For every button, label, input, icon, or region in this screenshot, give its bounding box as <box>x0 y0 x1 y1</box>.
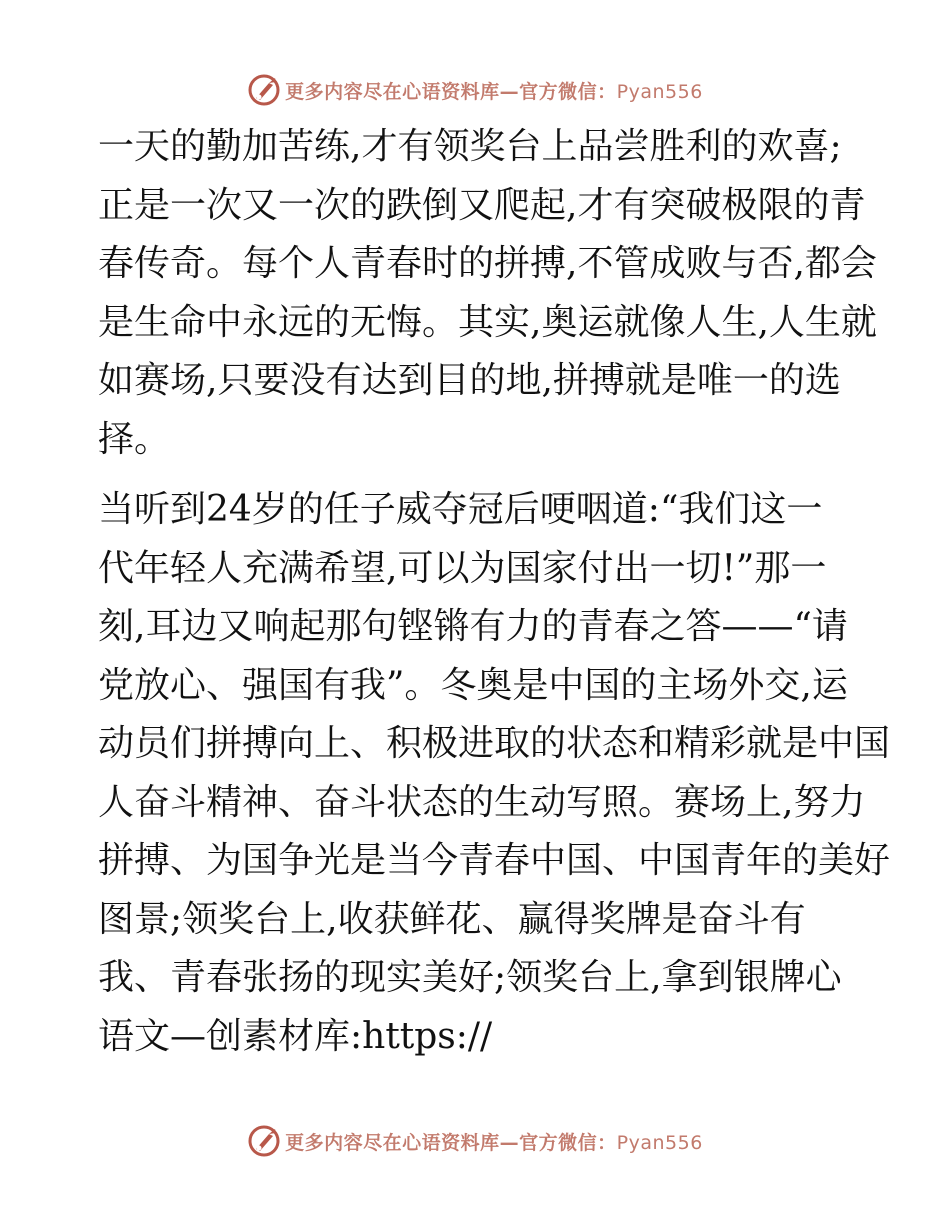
text-line: 正是一次又一次的跌倒又爬起,才有突破极限的青 <box>98 184 866 226</box>
paragraph-2 <box>98 481 891 1066</box>
paragraph-spacer <box>98 469 858 481</box>
text-line: 我、青春张扬的现实美好;领奖台上,拿到银牌心 <box>98 957 842 998</box>
text-line: 图景;领奖台上,收获鲜花、赢得奖牌是奋斗有 <box>98 898 806 940</box>
header-brand: 更多内容尽在心语资料库—官方微信：Pyan556 <box>285 80 703 103</box>
text-line: 人奋斗精神、奋斗状态的生动写照。赛场上,努力 <box>98 781 866 823</box>
text-line: 如赛场,只要没有达到目的地,拼搏就是唯一的选 <box>98 360 841 401</box>
header-banner <box>0 70 950 110</box>
quill-seal-icon <box>247 73 281 107</box>
footer-banner <box>0 1121 950 1161</box>
text-line: 语文—创素材库:https:// <box>98 1015 493 1057</box>
document-body <box>98 118 891 1066</box>
text-line: 代年轻人充满希望,可以为国家付出一切!”那一 <box>98 547 827 589</box>
paragraph-1 <box>98 118 877 469</box>
text-line: 拼搏、为国争光是当今青春中国、中国青年的美好 <box>98 840 891 881</box>
text-line: 春传奇。每个人青春时的拼搏,不管成败与否,都会 <box>98 243 877 284</box>
text-line: 党放心、强国有我”。冬奥是中国的主场外交,运 <box>98 664 848 706</box>
text-line: 是生命中永远的无悔。其实,奥运就像人生,人生就 <box>98 301 877 343</box>
text-line: 当听到24岁的任子威夺冠后哽咽道:“我们这一 <box>98 489 823 530</box>
footer-brand: 更多内容尽在心语资料库—官方微信：Pyan556 <box>285 1131 703 1154</box>
text-line: 刻,耳边又响起那句铿锵有力的青春之答——“请 <box>98 606 848 647</box>
text-line: 一天的勤加苦练,才有领奖台上品尝胜利的欢喜; <box>98 126 842 167</box>
text-line: 动员们拼搏向上、积极进取的状态和精彩就是中国 <box>98 723 891 764</box>
quill-seal-icon <box>247 1124 281 1158</box>
text-line: 择。 <box>98 418 171 460</box>
